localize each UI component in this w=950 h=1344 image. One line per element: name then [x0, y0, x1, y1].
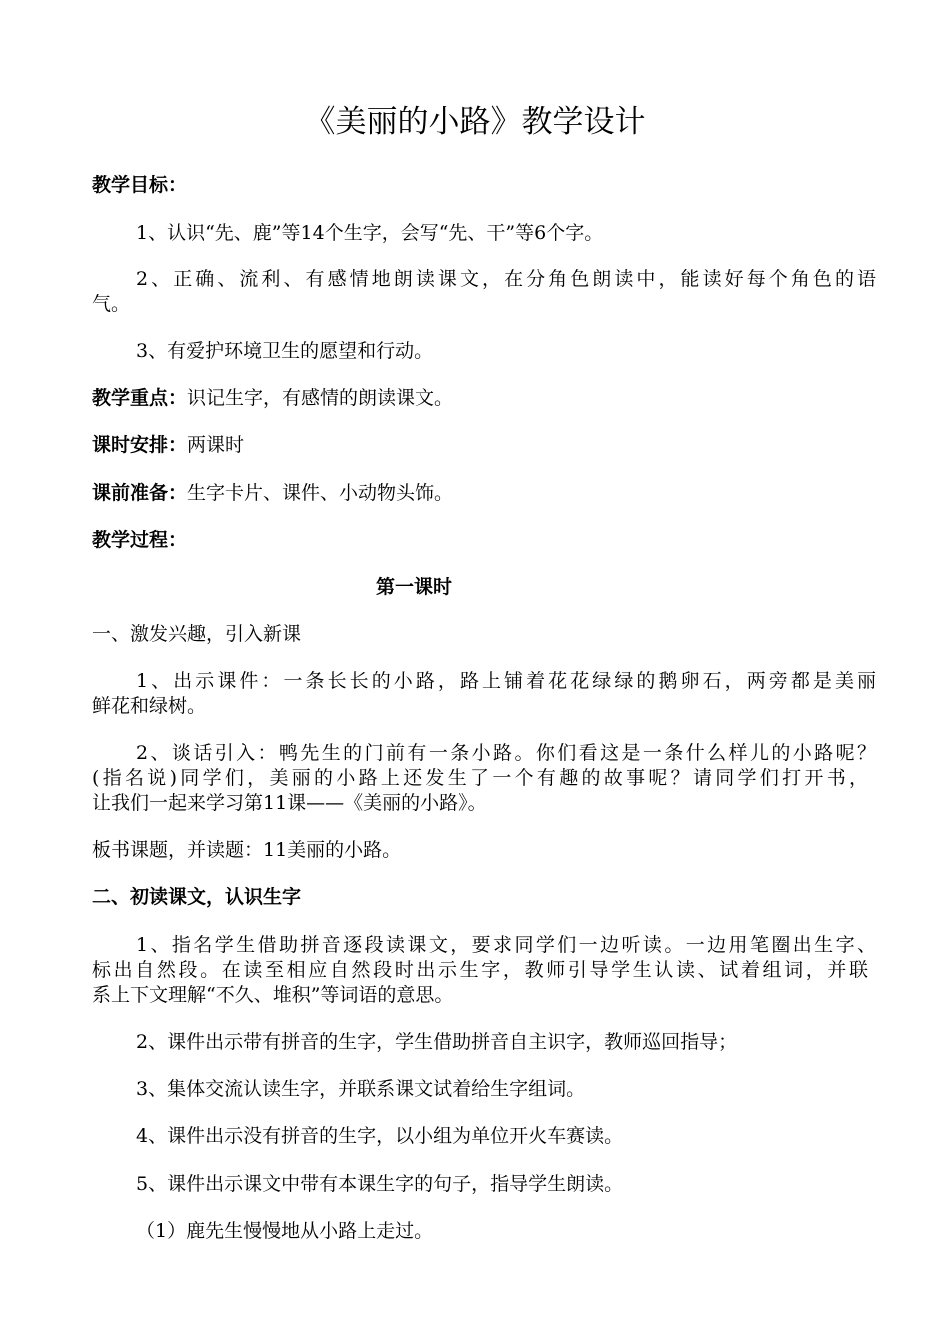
prep-label: 课前准备： [92, 482, 188, 504]
schedule-row [92, 432, 872, 459]
section2-heading: 二、初读课文，认识生字 [92, 886, 302, 908]
section1-line-2: 鲜花和绿树。 [92, 695, 207, 717]
section1-line-5: 让我们一起来学习第11课——《美丽的小路》。 [92, 792, 487, 814]
goal-item-1: 1、认识“先、鹿”等14个生字，会写“先、干”等6个字。 [136, 222, 604, 244]
focus-row [92, 385, 872, 412]
goals-heading: 教学目标： [92, 174, 188, 196]
goal-item-2: 2、正确、流利、有感情地朗读课文，在分角色朗读中，能读好每个角色的语 [136, 268, 876, 290]
section1-line-1: 1、出示课件：一条长长的小路，路上铺着花花绿绿的鹅卵石，两旁都是美丽 [136, 670, 876, 692]
section2-line-4: 2、课件出示带有拼音的生字，学生借助拼音自主识字，教师巡回指导； [136, 1031, 738, 1053]
focus-label: 教学重点： [92, 387, 188, 409]
section2-line-3: 系上下文理解“不久、堆积”等词语的意思。 [92, 984, 454, 1006]
schedule-label: 课时安排： [92, 434, 188, 456]
schedule-text: 两课时 [187, 434, 245, 456]
section1-line-6: 板书课题，并读题：11美丽的小路。 [92, 839, 402, 861]
goal-item-3: 3、有爱护环境卫生的愿望和行动。 [136, 340, 434, 362]
section1-line-3: 2、谈话引入：鸭先生的门前有一条小路。你们看这是一条什么样儿的小路呢？ [136, 742, 876, 764]
section2-line-6: 4、课件出示没有拼音的生字，以小组为单位开火车赛读。 [136, 1125, 624, 1147]
process-heading: 教学过程： [92, 529, 188, 551]
section2-line-7: 5、课件出示课文中带有本课生字的句子，指导学生朗读。 [136, 1173, 624, 1195]
lesson1-heading: 第一课时 [375, 576, 452, 598]
section2-line-5: 3、集体交流认读生字，并联系课文试着给生字组词。 [136, 1078, 586, 1100]
focus-text: 识记生字，有感情的朗读课文。 [187, 387, 454, 409]
section1-heading: 一、激发兴趣，引入新课 [92, 623, 302, 645]
section2-line-2: 标出自然段。在读至相应自然段时出示生字，教师引导学生认读、试着组词，并联 [92, 959, 868, 981]
section1-line-4: (指名说)同学们，美丽的小路上还发生了一个有趣的故事呢？请同学们打开书， [92, 767, 868, 789]
section2-line-8: （1）鹿先生慢慢地从小路上走过。 [136, 1220, 434, 1242]
prep-row [92, 480, 872, 507]
document-title: 《美丽的小路》教学设计 [304, 104, 646, 140]
goal-item-2-continued: 气。 [92, 293, 131, 315]
prep-text: 生字卡片、课件、小动物头饰。 [187, 482, 454, 504]
section2-line-1: 1、指名学生借助拼音逐段读课文，要求同学们一边听读。一边用笔圈出生字、 [136, 934, 876, 956]
